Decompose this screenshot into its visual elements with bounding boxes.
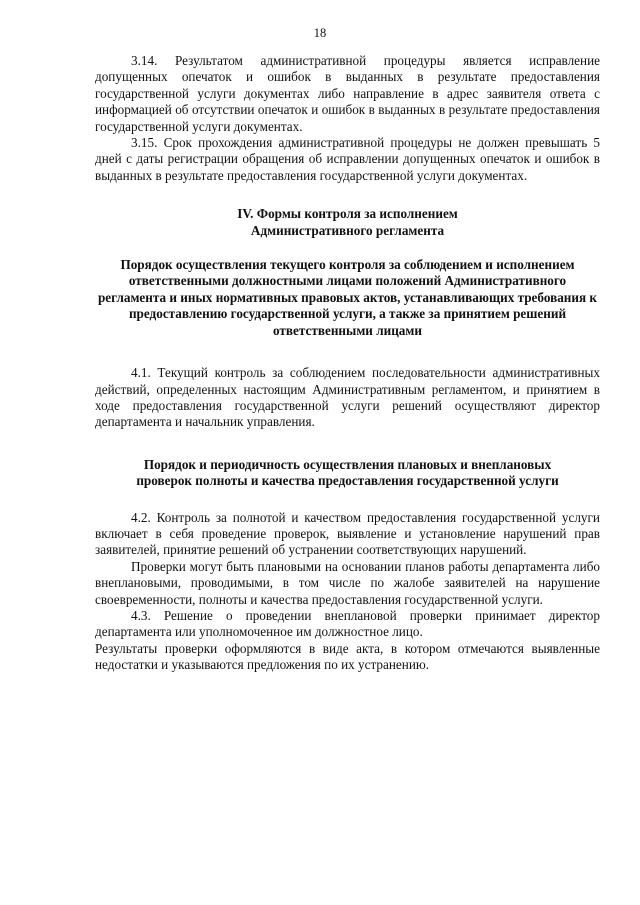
paragraph-4-2: 4.2. Контроль за полнотой и качеством предоставления государственной услуги включает в себя проведение проверок, выявление и установление нарушений прав заявителей, принятие решений об устранении соответствующих нарушений. bbox=[95, 509, 600, 558]
subsection-heading-inspections: Порядок и периодичность осуществления плановых и внеплановых проверок полноты и качества предоставления государственной услуги bbox=[136, 456, 559, 489]
paragraph-4-1: 4.1. Текущий контроль за соблюдением последовательности административных действий, определенных настоящим Административным регламентом, и принятием в ходе предоставления государственной услуги решений осуществляют директор департамента и начальник управления. bbox=[95, 365, 600, 430]
page-number: 18 bbox=[313, 26, 327, 40]
paragraph-3-14: 3.14. Результатом административной процедуры является исправление допущенных опечаток и ошибок в выданных в результате предоставления государственной услуги документах либо направление в адрес заявителя ответа с информацией об отсутствии опечаток и ошибок в выданных в результате предоставления государственной услуги документах. bbox=[95, 53, 600, 134]
paragraph-results: Результаты проверки оформляются в виде акта, в котором отмечаются выявленные недостатки и указываются предложения по их устранению. bbox=[95, 640, 600, 673]
section-heading-iv: IV. Формы контроля за исполнением Административного регламента bbox=[237, 206, 458, 238]
document-body bbox=[95, 53, 600, 674]
subsection-heading-current-control: Порядок осуществления текущего контроля за соблюдением и исполнением ответственными должностными лицами положений Административного регламента и иных нормативных правовых актов, устанавливающих требования к предоставлению государственной услуги, а также за принятием решений ответственными лицами bbox=[97, 257, 598, 338]
paragraph-inspections-types: Проверки могут быть плановыми на основании планов работы департамента либо внеплановыми, проводимыми, в том числе по жалобе заявителей на нарушение своевременности, полноты и качества предоставления государственной услуги. bbox=[95, 558, 600, 607]
paragraph-3-15: 3.15. Срок прохождения административной процедуры не должен превышать 5 дней с даты регистрации обращения об исправлении допущенных опечаток и ошибок в выданных в результате предоставления государственной услуги документах. bbox=[95, 135, 600, 183]
paragraph-4-3: 4.3. Решение о проведении внеплановой проверки принимает директор департамента или уполномоченное им должностное лицо. bbox=[95, 607, 600, 640]
